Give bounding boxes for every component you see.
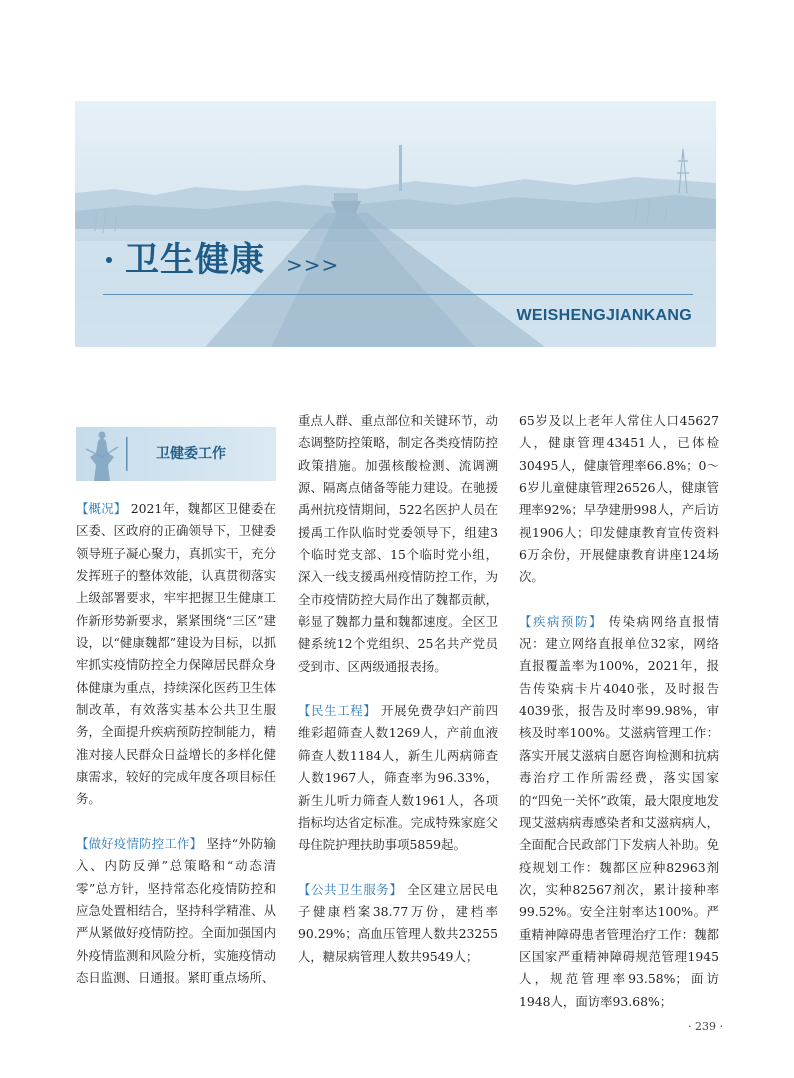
text-column-1 [76,498,276,989]
text-column-3 [519,410,719,1013]
chapter-title: 卫生健康 [125,240,265,280]
section-header [76,427,276,481]
title-divider [103,294,693,295]
tag-disease: 【疾病预防】 [519,613,604,629]
paragraph-public-health [298,879,498,968]
overview-text: 2021年，魏都区卫健委在区委、区政府的正确领导下，卫健委领导班子凝心聚力，真抓实干，充分发挥班子的整体效能，认真贯彻落实上级部署要求，牢牢把握卫生健康工作新形势新要求，紧紧围绕“三区”建设，以“健康魏都”建设为目标，以抓牢抓实疫情防控全力保障居民群众身体健康为重点，持续深化医药卫生体制改革，有效落实基本公共卫生服务，全面提升疾病预防控制能力，精准对接人民群众日益增长的多样化健康需求，较好的完成年度各项目标任务。 [76,501,276,807]
section-title: 卫健委工作 [156,446,226,462]
paragraph-disease [519,611,719,1013]
epidemic-text-cont: 重点人群、重点部位和关键环节，动态调整防控策略，制定各类疫情防控政策措施。加强核酸检测、流调溯源、隔离点储备等能力建设。在驰援禹州抗疫情期间，522名医护人员在援禹工作队临时党委领导下，组建3个临时党支部、15个临时党小组，深入一线支援禹州疫情防控工作，为全市疫情防控大局作出了魏都贡献，彰显了魏都力量和魏都速度。全区卫健系统12个党组织、25名共产党员受到市、区两级通报表扬。 [298,413,498,674]
page-number: · 239 · [688,1020,723,1033]
paragraph-epidemic [76,833,276,989]
chapter-pinyin: WEISHENGJIANKANG [516,307,692,324]
paragraph-public-health-cont [519,410,719,589]
title-bullet [106,257,112,263]
tag-overview: 【概况】 [76,501,127,516]
livelihood-text: 开展免费孕妇产前四维彩超筛查人数1269人，产前血液筛查人数1184人，新生儿两病筛查人数1967人，筛查率为96.33%，新生儿听力筛查人数1961人，各项指标均达省定标准。完成特殊家庭父母住院护理扶助事项5859起。 [298,703,498,853]
tag-epidemic: 【做好疫情防控工作】 [76,835,203,851]
public-health-text: 全区建立居民电子健康档案38.77万份，建档率90.29%；高血压管理人数共23255人，糖尿病管理人数共9549人； [298,881,498,964]
paragraph-overview [76,498,276,811]
paragraph-livelihood [298,700,498,856]
tag-livelihood: 【民生工程】 [298,703,377,719]
disease-text: 传染病网络直报情况：建立网络直报单位32家，网络直报覆盖率为100%，2021年，报告传染病卡片4040张，及时报告4039张，报告及时率99.98%，审核及时率100%。艾滋病管理工作：落实开展艾滋病自愿咨询检测和抗病毒治疗工作所需经费，落实国家的“四免一关怀”政策，最大限度地发现艾滋病病毒感染者和艾滋病病人，全面配合民政部门下发病人补助。免疫规划工作：魏都区应种82963剂次，实种82567剂次，累计接种率99.52%。安全注射率达100%。严重精神障碍患者管理治疗工作：魏都区国家严重精神障碍规范管理1945人，规范管理率93.58%；面访1948人，面访率93.68%； [519,613,719,1009]
chevron-arrows-icon: >>> [286,253,340,277]
text-column-2 [298,410,498,968]
paragraph-epidemic-cont [298,410,498,678]
public-health-text-cont: 65岁及以上老年人常住人口45627人，健康管理43451人，已体检30495人，健康管理率66.8%；0～6岁儿童健康管理26526人，健康管理率92%；早孕建册998人，产后访视1906人；印发健康教育宣传资料6万余份，开展健康教育讲座124场次。 [519,413,719,585]
chapter-banner [75,101,716,347]
tag-public-health: 【公共卫生服务】 [298,881,403,897]
epidemic-text: 坚持“外防输入、内防反弹”总策略和“动态清零”总方针，坚持常态化疫情防控和应急处置相结合，坚持科学精准、从严从紧做好疫情防控。全面加强国内外疫情监测和风险分析，实施疫情动态日监测、日通报。紧盯重点场所、 [76,835,277,985]
